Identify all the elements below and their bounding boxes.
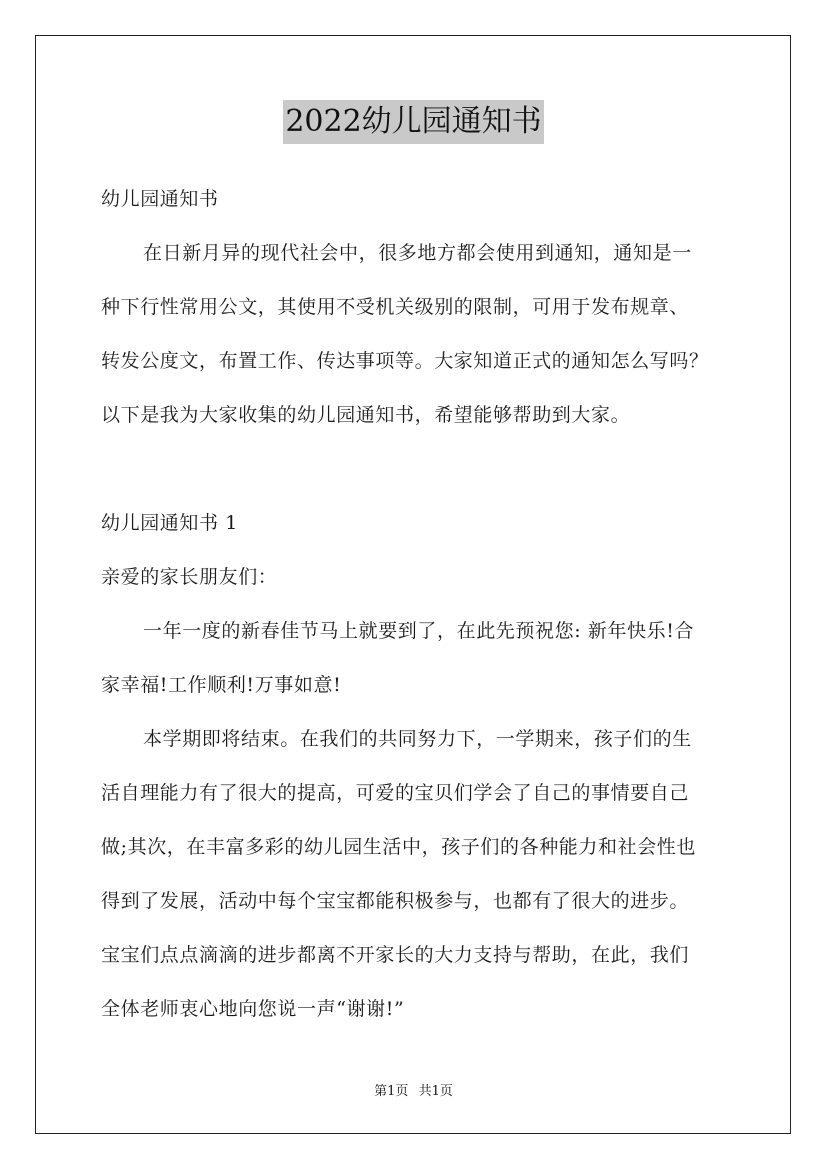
paragraph-line: 家幸福!工作顺利!万事如意! <box>101 674 342 696</box>
paragraph-line: 本学期即将结束。在我们的共同努力下，一学期来，孩子们的生 <box>143 728 692 750</box>
paragraph-spacer <box>101 442 731 496</box>
intro-line: 转发公度文，布置工作、传达事项等。大家知道正式的通知怎么写吗？ <box>101 350 709 372</box>
page-footer <box>0 1082 827 1102</box>
paragraph-line: 一年一度的新春佳节马上就要到了，在此先预祝您: 新年快乐!合 <box>143 620 695 642</box>
page-total: 共1页 <box>418 1084 453 1099</box>
document-body <box>101 172 731 1036</box>
page-number: 第1页 <box>374 1084 409 1099</box>
paragraph-line: 做;其次，在丰富多彩的幼儿园生活中，孩子们的各种能力和社会性也 <box>101 836 697 858</box>
paragraph-line: 得到了发展，活动中每个宝宝都能积极参与，也都有了很大的进步。 <box>101 890 690 912</box>
paragraph-line: 全体老师衷心地向您说一声“谢谢!” <box>101 998 405 1020</box>
intro-line: 以下是我为大家收集的幼儿园通知书，希望能够帮助到大家。 <box>101 404 631 426</box>
document-title: 2022幼儿园通知书 <box>283 100 543 144</box>
intro-line: 种下行性常用公文，其使用不受机关级别的限制，可用于发布规章、 <box>101 296 690 318</box>
section-heading: 幼儿园通知书 1 <box>101 512 238 534</box>
subtitle: 幼儿园通知书 <box>101 188 219 210</box>
paragraph-line: 宝宝们点点滴滴的进步都离不开家长的大力支持与帮助，在此，我们 <box>101 944 690 966</box>
title-container <box>0 100 827 144</box>
intro-line: 在日新月异的现代社会中，很多地方都会使用到通知，通知是一 <box>143 242 692 264</box>
paragraph-line: 活自理能力有了很大的提高，可爱的宝贝们学会了自己的事情要自己 <box>101 782 690 804</box>
salutation: 亲爱的家长朋友们： <box>101 566 278 588</box>
